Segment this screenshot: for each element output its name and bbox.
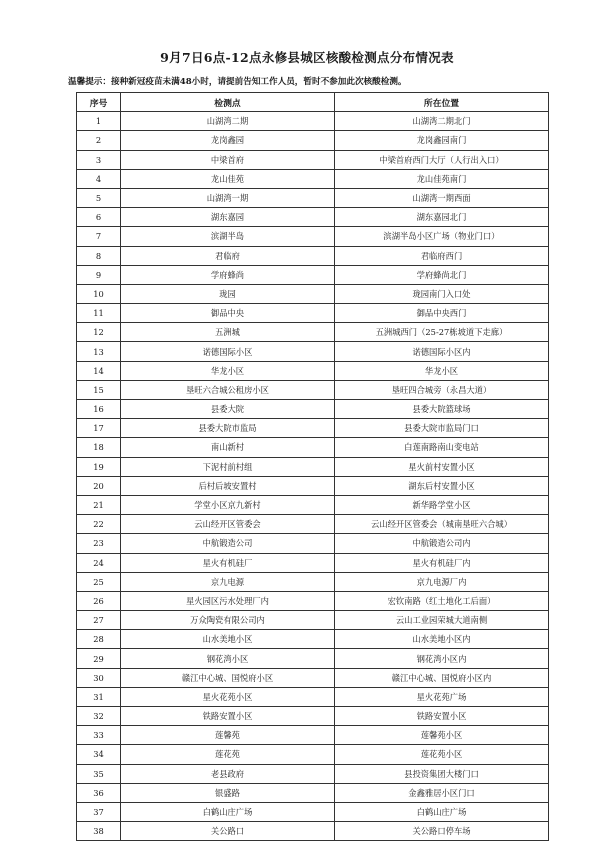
header-site: 检测点 — [121, 93, 335, 112]
location-cell: 诺德国际小区内 — [335, 342, 549, 361]
index-cell: 15 — [77, 380, 121, 399]
site-cell: 珑园 — [121, 284, 335, 303]
site-cell: 中梁首府 — [121, 150, 335, 169]
index-cell: 18 — [77, 438, 121, 457]
table-row — [77, 707, 549, 726]
table-row — [77, 745, 549, 764]
location-cell: 县投资集团大楼门口 — [335, 764, 549, 783]
site-cell: 老县政府 — [121, 764, 335, 783]
site-cell: 星火花苑小区 — [121, 687, 335, 706]
location-cell: 金鑫雅居小区门口 — [335, 783, 549, 802]
page-title: 9月7日6点-12点永修县城区核酸检测点分布情况表 — [160, 50, 454, 65]
site-cell: 诺德国际小区 — [121, 342, 335, 361]
table-row — [77, 764, 549, 783]
index-cell: 26 — [77, 591, 121, 610]
site-cell: 钢花湾小区 — [121, 649, 335, 668]
location-cell: 新华路学堂小区 — [335, 495, 549, 514]
index-cell: 3 — [77, 150, 121, 169]
site-cell: 赣江中心城、国悦府小区 — [121, 668, 335, 687]
location-cell: 莲花苑小区 — [335, 745, 549, 764]
index-cell: 9 — [77, 265, 121, 284]
table-row — [77, 476, 549, 495]
table-row — [77, 112, 549, 131]
location-cell: 滨湖半岛小区广场（物业门口） — [335, 227, 549, 246]
location-cell: 华龙小区 — [335, 361, 549, 380]
index-cell: 30 — [77, 668, 121, 687]
table-row — [77, 361, 549, 380]
site-cell: 湖东嘉园 — [121, 208, 335, 227]
location-cell: 中航锻造公司内 — [335, 534, 549, 553]
index-cell: 4 — [77, 169, 121, 188]
site-cell: 京九电源 — [121, 572, 335, 591]
location-cell: 珑园南门入口处 — [335, 284, 549, 303]
table-row — [77, 131, 549, 150]
index-cell: 35 — [77, 764, 121, 783]
site-cell: 关公路口 — [121, 822, 335, 841]
location-cell: 云山工业园荣城大道南侧 — [335, 611, 549, 630]
location-cell: 云山经开区管委会（城南垦旺六合城） — [335, 515, 549, 534]
location-cell: 龙岗鑫园南门 — [335, 131, 549, 150]
table-row — [77, 227, 549, 246]
site-cell: 滨湖半岛 — [121, 227, 335, 246]
location-cell: 白鹤山庄广场 — [335, 802, 549, 821]
index-cell: 21 — [77, 495, 121, 514]
location-cell: 湖东后村安置小区 — [335, 476, 549, 495]
table-row — [77, 668, 549, 687]
index-cell: 22 — [77, 515, 121, 534]
location-cell: 龙山佳苑南门 — [335, 169, 549, 188]
location-cell: 白莲南路南山变电站 — [335, 438, 549, 457]
index-cell: 11 — [77, 304, 121, 323]
index-cell: 32 — [77, 707, 121, 726]
index-cell: 29 — [77, 649, 121, 668]
site-cell: 五洲城 — [121, 323, 335, 342]
site-cell: 山湖湾二期 — [121, 112, 335, 131]
index-cell: 33 — [77, 726, 121, 745]
location-cell: 县委大院篮球场 — [335, 400, 549, 419]
index-cell: 34 — [77, 745, 121, 764]
table-row — [77, 553, 549, 572]
table-header-row — [77, 93, 549, 112]
site-cell: 华龙小区 — [121, 361, 335, 380]
table-row — [77, 630, 549, 649]
location-cell: 山水美地小区内 — [335, 630, 549, 649]
table-row — [77, 150, 549, 169]
location-cell: 君临府西门 — [335, 246, 549, 265]
location-cell: 五洲城西门（25-27栋坡道下走廊） — [335, 323, 549, 342]
table-row — [77, 802, 549, 821]
table-row — [77, 572, 549, 591]
testing-sites-table — [76, 92, 549, 841]
index-cell: 37 — [77, 802, 121, 821]
table-row — [77, 380, 549, 399]
index-cell: 6 — [77, 208, 121, 227]
location-cell: 御品中央西门 — [335, 304, 549, 323]
index-cell: 31 — [77, 687, 121, 706]
site-cell: 星火有机硅厂 — [121, 553, 335, 572]
index-cell: 24 — [77, 553, 121, 572]
table-row — [77, 534, 549, 553]
table-row — [77, 457, 549, 476]
site-cell: 铁路安置小区 — [121, 707, 335, 726]
site-cell: 云山经开区管委会 — [121, 515, 335, 534]
table-row — [77, 284, 549, 303]
index-cell: 38 — [77, 822, 121, 841]
table-row — [77, 783, 549, 802]
index-cell: 20 — [77, 476, 121, 495]
location-cell: 赣江中心城、国悦府小区内 — [335, 668, 549, 687]
location-cell: 中梁首府西门大厅（人行出入口） — [335, 150, 549, 169]
header-index: 序号 — [77, 93, 121, 112]
location-cell: 莲馨苑小区 — [335, 726, 549, 745]
site-cell: 莲花苑 — [121, 745, 335, 764]
site-cell: 龙山佳苑 — [121, 169, 335, 188]
table-row — [77, 169, 549, 188]
table-row — [77, 687, 549, 706]
table-row — [77, 188, 549, 207]
table-row — [77, 246, 549, 265]
site-cell: 垦旺六合城公租房小区 — [121, 380, 335, 399]
site-cell: 学府蜂尚 — [121, 265, 335, 284]
index-cell: 5 — [77, 188, 121, 207]
location-cell: 县委大院市监局门口 — [335, 419, 549, 438]
index-cell: 36 — [77, 783, 121, 802]
location-cell: 星火花苑广场 — [335, 687, 549, 706]
site-cell: 万众陶瓷有限公司内 — [121, 611, 335, 630]
site-cell: 下泥村前村组 — [121, 457, 335, 476]
location-cell: 星火有机硅厂内 — [335, 553, 549, 572]
table-row — [77, 822, 549, 841]
location-cell: 铁路安置小区 — [335, 707, 549, 726]
table-row — [77, 438, 549, 457]
location-cell: 山湖湾一期西面 — [335, 188, 549, 207]
site-cell: 御品中央 — [121, 304, 335, 323]
site-cell: 后村后坡安置村 — [121, 476, 335, 495]
table-row — [77, 495, 549, 514]
site-cell: 山水美地小区 — [121, 630, 335, 649]
site-cell: 县委大院市监局 — [121, 419, 335, 438]
table-row — [77, 611, 549, 630]
location-cell: 山湖湾二期北门 — [335, 112, 549, 131]
site-cell: 南山新村 — [121, 438, 335, 457]
site-cell: 龙岗鑫园 — [121, 131, 335, 150]
index-cell: 10 — [77, 284, 121, 303]
index-cell: 8 — [77, 246, 121, 265]
index-cell: 16 — [77, 400, 121, 419]
table-row — [77, 649, 549, 668]
index-cell: 17 — [77, 419, 121, 438]
index-cell: 14 — [77, 361, 121, 380]
table-row — [77, 208, 549, 227]
index-cell: 2 — [77, 131, 121, 150]
location-cell: 宏钦南路（红土地化工后面） — [335, 591, 549, 610]
index-cell: 25 — [77, 572, 121, 591]
location-cell: 京九电源厂内 — [335, 572, 549, 591]
site-cell: 山湖湾一期 — [121, 188, 335, 207]
index-cell: 19 — [77, 457, 121, 476]
index-cell: 28 — [77, 630, 121, 649]
table-row — [77, 419, 549, 438]
header-location: 所在位置 — [335, 93, 549, 112]
site-cell: 县委大院 — [121, 400, 335, 419]
table-row — [77, 265, 549, 284]
index-cell: 1 — [77, 112, 121, 131]
table-row — [77, 342, 549, 361]
table-row — [77, 515, 549, 534]
table-row — [77, 591, 549, 610]
table-row — [77, 400, 549, 419]
location-cell: 钢花湾小区内 — [335, 649, 549, 668]
location-cell: 星火前村安置小区 — [335, 457, 549, 476]
table-row — [77, 726, 549, 745]
index-cell: 7 — [77, 227, 121, 246]
index-cell: 23 — [77, 534, 121, 553]
location-cell: 关公路口停车场 — [335, 822, 549, 841]
site-cell: 中航锻造公司 — [121, 534, 335, 553]
index-cell: 27 — [77, 611, 121, 630]
table-row — [77, 304, 549, 323]
site-cell: 星火园区污水处理厂内 — [121, 591, 335, 610]
site-cell: 君临府 — [121, 246, 335, 265]
index-cell: 13 — [77, 342, 121, 361]
location-cell: 垦旺四合城旁（永昌大道） — [335, 380, 549, 399]
site-cell: 银盛路 — [121, 783, 335, 802]
table-row — [77, 323, 549, 342]
site-cell: 白鹤山庄广场 — [121, 802, 335, 821]
notice-text: 温馨提示：接种新冠疫苗未满48小时，请提前告知工作人员，暂时不参加此次核酸检测。 — [68, 77, 407, 87]
location-cell: 学府蜂尚北门 — [335, 265, 549, 284]
site-cell: 莲馨苑 — [121, 726, 335, 745]
location-cell: 湖东嘉园北门 — [335, 208, 549, 227]
index-cell: 12 — [77, 323, 121, 342]
site-cell: 学堂小区京九新村 — [121, 495, 335, 514]
